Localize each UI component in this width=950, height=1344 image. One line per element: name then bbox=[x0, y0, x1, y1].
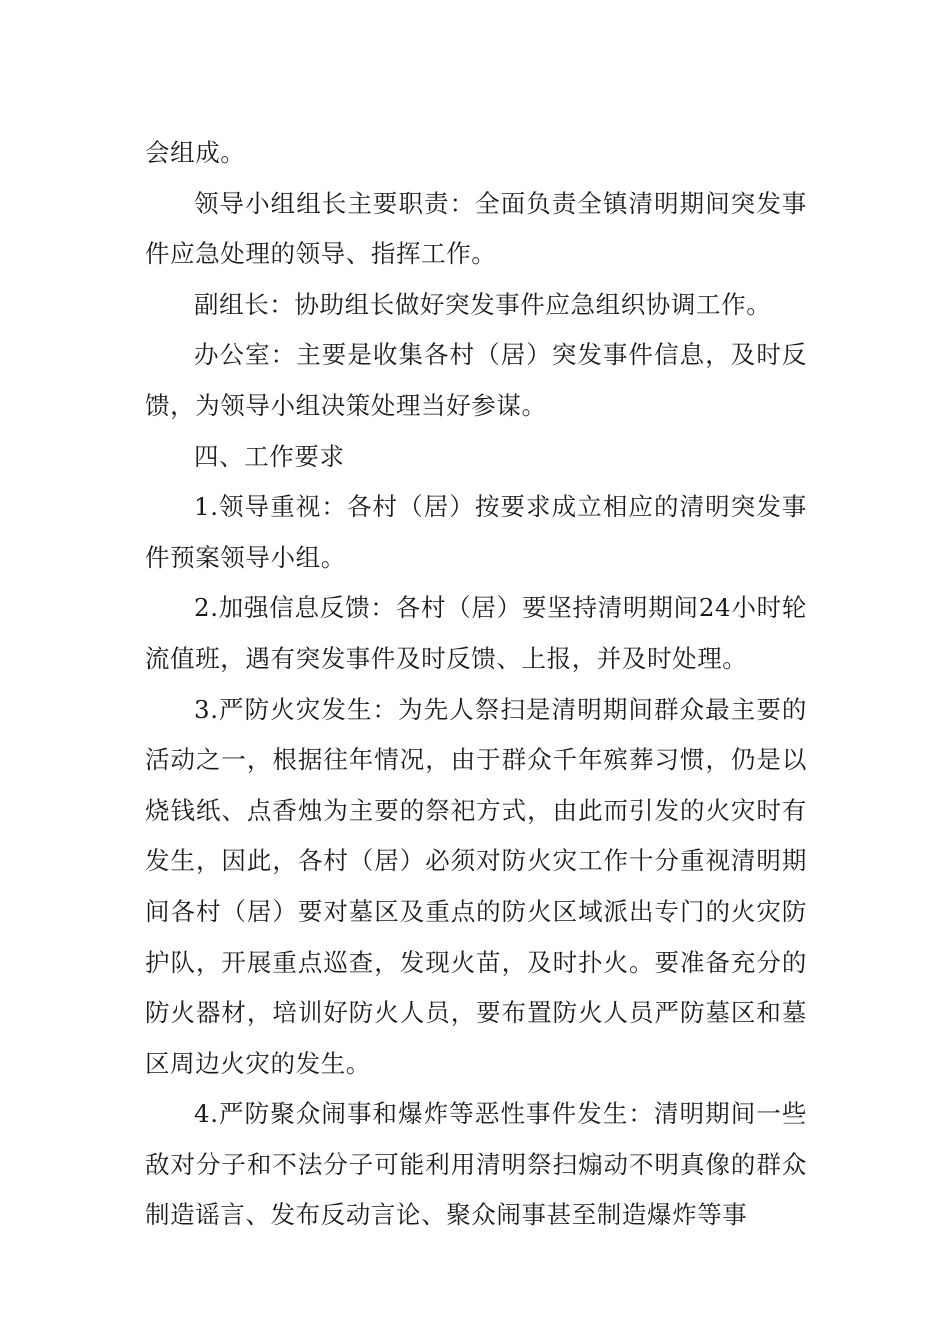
document-body bbox=[145, 128, 807, 1241]
paragraph-group-leader-duties: 领导小组组长主要职责：全面负责全镇清明期间突发事件应急处理的领导、指挥工作。 bbox=[145, 188, 807, 269]
paragraph-office-duties: 办公室：主要是收集各村（居）突发事件信息，及时反馈，为领导小组决策处理当好参谋。 bbox=[145, 340, 807, 420]
paragraph-requirement-3: 3.严防火灾发生：为先人祭扫是清明期间群众最主要的活动之一，根据往年情况，由于群众千年殡葬习惯，仍是以烧钱纸、点香烛为主要的祭祀方式，由此而引发的火灾时有发生，因此，各村（居）必须对防火灾工作十分重视清明期间各村（居）要对墓区及重点的防火区域派出专门的火灾防护队，开展重点巡查，发现火苗，及时扑火。要准备充分的防火器材，培训好防火人员，要布置防火人员严防墓区和墓区周边火灾的发生。 bbox=[145, 694, 807, 1078]
paragraph-requirement-1: 1.领导重视：各村（居）按要求成立相应的清明突发事件预案领导小组。 bbox=[145, 492, 807, 572]
section-heading-work-requirements: 四、工作要求 bbox=[194, 441, 345, 471]
paragraph-continuation: 会组成。 bbox=[145, 138, 246, 167]
paragraph-requirement-2: 2.加强信息反馈：各村（居）要坚持清明期间24小时轮流值班，遇有突发事件及时反馈、上报，并及时处理。 bbox=[145, 593, 807, 673]
paragraph-deputy-leader-duties: 副组长：协助组长做好突发事件应急组织协调工作。 bbox=[194, 289, 772, 319]
paragraph-requirement-4: 4.严防聚众闹事和爆炸等恶性事件发生：清明期间一些敌对分子和不法分子可能利用清明祭扫煽动不明真像的群众制造谣言、发布反动言论、聚众闹事甚至制造爆炸等事 bbox=[145, 1099, 807, 1230]
